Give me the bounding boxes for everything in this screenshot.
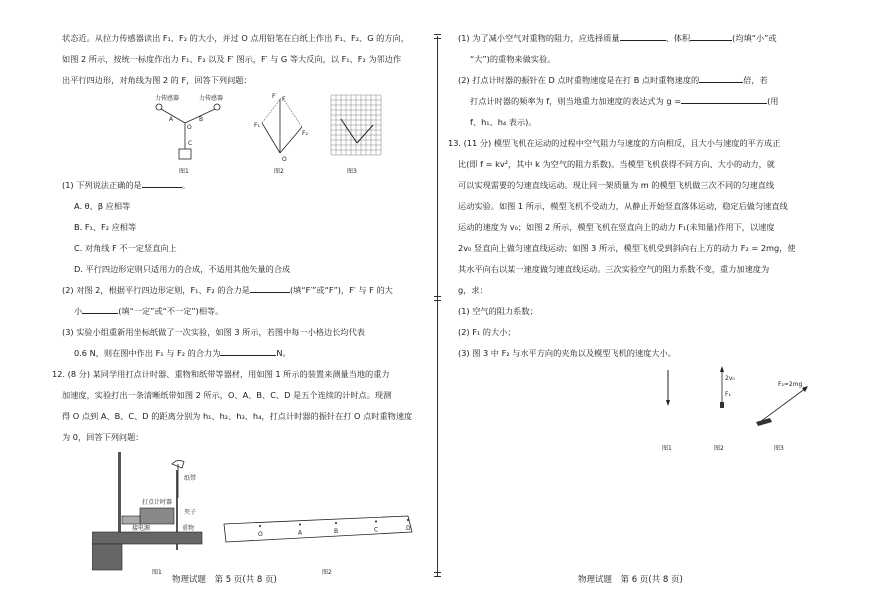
- parallelogram-figure: [252, 91, 312, 175]
- q12-line: 为 0，回答下列问题：: [62, 432, 144, 442]
- divider-tick: [434, 572, 441, 577]
- question-3: (3) 实验小组重新用坐标纸做了一次实验，如图 3 所示，若图中每一小格边长均代表: [62, 327, 365, 337]
- q13-line: g，求：: [458, 285, 488, 295]
- fig1-label: 力传感器: [155, 95, 180, 102]
- grid-figure: [327, 91, 387, 175]
- q2-text: (填“一定”或“不一定”)相等。: [118, 306, 224, 316]
- fig2-label: O: [282, 156, 287, 163]
- answer-blank[interactable]: [620, 30, 666, 41]
- tape-caption: 图2: [322, 569, 332, 576]
- q2-text: (2) 对图 2，根据平行四边形定则，F₁、F₂ 的合力是: [62, 285, 250, 295]
- apparatus-label: 打点计时器: [142, 499, 173, 506]
- q13-line: 其水平向右以某一速度做匀速直线运动。三次实验空气的阻力系数不变，重力加速度为: [458, 264, 770, 274]
- r2-text: (2) 打点计时器的振针在 D 点时重物速度是在打 B 点时重物速度的: [458, 75, 700, 85]
- fig1-caption: 图1: [179, 168, 189, 175]
- q12-line: 加速度，实验打出一条清晰纸带如图 2 所示，O、A、B、C、D 是五个连续的计时点。现测: [62, 390, 392, 400]
- fig-caption: 图2: [714, 445, 724, 452]
- fig2-label: F₂: [302, 130, 308, 137]
- q12-line: 得 O 点到 A、B、C、D 的距离分别为 h₁、h₂、h₃、h₄，打点计时器的振针在打 O 点时重物速度: [62, 411, 413, 421]
- q2-text: 小: [74, 306, 83, 316]
- r2-line: f、h₁、h₄ 表示)。: [470, 117, 537, 127]
- tape-point: [375, 521, 377, 523]
- option-d: D. 平行四边形定则只适用力的合成，不适用其他矢量的合成: [74, 264, 291, 274]
- fig-label: 2v₀: [725, 375, 735, 382]
- q13-line: 可以实现需要的匀速直线运动。现让同一架质量为 m 的模型飞机做三次不同的匀速直线: [458, 180, 775, 190]
- q13-line: 13. (11 分) 模型飞机在运动的过程中空气阻力与速度的方向相反，且大小与速度的平方成正: [448, 138, 781, 148]
- fig2-label: F₁: [254, 122, 260, 129]
- tape-point-label: B: [334, 528, 339, 535]
- paper-tape-figure: [222, 450, 422, 576]
- q13-line: 2v₀ 竖直向上做匀速直线运动；如图 3 所示，模型飞机受到斜向右上方的动力 F₂ = 2mg，使: [458, 243, 796, 253]
- r2-line: [458, 91, 814, 112]
- apparatus-figure: [92, 450, 222, 576]
- answer-blank[interactable]: [82, 303, 118, 314]
- q13-line: 运动实验。如图 1 所示，模型飞机不受动力，从静止开始竖直落体运动，稳定后做匀速直线: [458, 201, 788, 211]
- airplane-figures: [458, 364, 814, 454]
- apparatus-label: 重物: [182, 525, 195, 532]
- r2-text: 倍，若: [743, 75, 768, 85]
- q3-text: 0.6 N，则在图中作出 F₁ 与 F₂ 的合力为: [74, 348, 221, 358]
- tape-point: [299, 524, 301, 526]
- answer-blank[interactable]: [220, 345, 276, 356]
- answer-blank[interactable]: [690, 30, 732, 41]
- option-a: A. θ、β 应相等: [74, 201, 131, 211]
- tape-point: [259, 525, 261, 527]
- left-page: [52, 28, 414, 576]
- apparatus-label: 接电源: [132, 525, 151, 532]
- tape-point: [335, 522, 337, 524]
- question-2: [62, 280, 414, 301]
- intro-line: 状态近。从拉力传感器读出 F₁、F₂ 的大小，并过 O 点用铅笔在白纸上作出 F₁、F₂、G 的方向，: [62, 33, 409, 43]
- page-footer-right: 物理试题 第 6 页(共 8 页): [578, 575, 683, 585]
- q1-end: 。: [181, 180, 190, 190]
- sub-question: (3) 图 3 中 F₂ 与水平方向的夹角以及模型飞机的速度大小。: [458, 348, 676, 358]
- fig1-label: C: [188, 140, 193, 147]
- right-page: [448, 28, 814, 454]
- apparatus-caption: 图1: [152, 569, 162, 576]
- fig2-label: F: [282, 96, 286, 103]
- r2-text: 打点计时器的频率为 f，则当地重力加速度的表达式为 g =: [470, 96, 682, 106]
- column-divider: [437, 36, 438, 576]
- apparatus-label: 夹子: [184, 509, 197, 516]
- apparatus-label: 纸带: [184, 475, 197, 482]
- q3-text: N。: [276, 348, 291, 358]
- figure-row: [62, 91, 414, 175]
- fig-caption: 图1: [662, 445, 672, 452]
- fig-label: F₁: [725, 391, 731, 398]
- tape-point-label: O: [258, 531, 263, 538]
- fig1-label: O: [187, 124, 192, 131]
- q13-line: 运动的速度为 v₀；如图 2 所示，模型飞机在竖直向上的动力 F₁(未知量)作用下，以速度: [458, 222, 775, 232]
- q12-line: 12. (8 分) 某同学用打点计时器、重物和纸带等器材，用如图 1 所示的装置来测量当地的重力: [52, 369, 390, 379]
- q13-line: 比(即 f = kv²，其中 k 为空气的阻力系数)。当模型飞机获得不同方向、大小的动力，就: [458, 159, 775, 169]
- fig1-label: 力传感器: [199, 95, 224, 102]
- fig1-label: A: [169, 116, 174, 123]
- tape-point-label: A: [298, 529, 303, 537]
- fig3-caption: 图3: [347, 168, 357, 175]
- intro-line: 出平行四边形，对角线为图 2 的 F，回答下列问题：: [62, 75, 252, 85]
- answer-blank[interactable]: [250, 282, 290, 293]
- fig1-label: B: [199, 116, 204, 123]
- page-footer-left: 物理试题 第 5 页(共 8 页): [172, 575, 277, 585]
- q1-text: (1) 下列说法正确的是: [62, 180, 142, 190]
- divider-tick: [434, 34, 441, 39]
- option-b: B. F₁、F₂ 应相等: [74, 222, 137, 232]
- question-2-cont: [62, 301, 414, 322]
- divider-tick: [434, 296, 441, 301]
- q2-text: (填“F′”或“F”)，F′ 与 F 的大: [289, 285, 393, 295]
- tape-point: [407, 519, 409, 521]
- r1-text: 、体积: [665, 33, 691, 43]
- intro-line: 如图 2 所示，按统一标度作出力 F₁、F₂ 以及 F′ 图示，F′ 与 G 等大反向，以 F₁、F₂ 为邻边作: [62, 54, 402, 64]
- question-3-cont: [62, 343, 414, 364]
- tape-point-label: C: [374, 526, 379, 534]
- r1-line: “大”)的重物来做实验。: [470, 54, 556, 64]
- question-1: [62, 175, 414, 196]
- sub-question: (1) 空气的阻力系数；: [458, 306, 538, 316]
- r2-text: (用: [767, 96, 779, 106]
- r1-text: (均填“小”或: [732, 33, 777, 43]
- fig2-caption: 图2: [274, 168, 284, 175]
- r1-line: [458, 28, 814, 49]
- q12-figures: [62, 448, 414, 574]
- tape-point-label: D: [406, 525, 411, 532]
- sub-question: (2) F₁ 的大小；: [458, 327, 516, 337]
- fig2-label: F′: [272, 93, 277, 100]
- answer-blank[interactable]: [142, 177, 182, 188]
- answer-blank[interactable]: [699, 72, 743, 83]
- answer-blank[interactable]: [681, 93, 767, 104]
- r1-text: (1) 为了减小空气对重物的阻力，应选择质量: [458, 33, 620, 43]
- option-c: C. 对角线 F 不一定竖直向上: [74, 243, 177, 253]
- fig-label: F₂=2mg: [778, 381, 803, 388]
- force-setup-figure: [147, 91, 237, 175]
- fig-caption: 图3: [774, 445, 784, 452]
- q13-figures: [458, 364, 814, 454]
- r2-line: [458, 70, 814, 91]
